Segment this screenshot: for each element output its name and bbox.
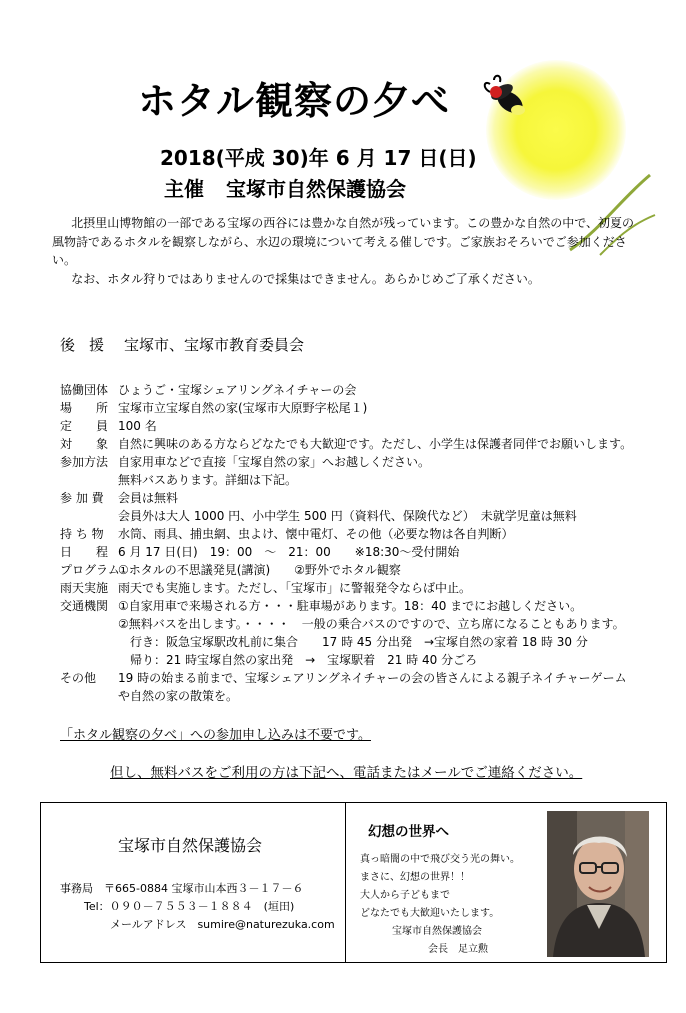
detail-value: 100 名	[118, 419, 157, 433]
host-label: 主催	[164, 177, 204, 201]
fantasy-line: まさに、幻想の世界！！	[360, 872, 470, 883]
no-registration-note: 「ホタル観察の夕べ」への参加申し込みは不要です。	[60, 728, 371, 743]
detail-value: ①自家用車で来場される方・・・駐車場があります。18：40 までにお越しください。	[118, 599, 583, 613]
detail-value: 帰り：21 時宝塚自然の家出発 → 宝塚駅着 21 時 40 分ごろ	[118, 653, 478, 667]
detail-row	[0, 471, 686, 489]
detail-row	[0, 669, 686, 687]
fantasy-heading: 幻想の世界へ	[368, 824, 449, 840]
detail-value: 雨天でも実施します。ただし、「宝塚市」に警報発令ならば中止。	[118, 581, 472, 595]
contact-org: 宝塚市自然保護協会	[118, 836, 263, 855]
detail-value: や自然の家の散策を。	[118, 689, 239, 703]
detail-value: 宝塚市立宝塚自然の家(宝塚市大原野字松尾１)	[118, 401, 368, 415]
detail-row	[0, 615, 686, 633]
detail-row	[0, 633, 686, 651]
contact-box-divider	[345, 802, 346, 963]
detail-row	[0, 597, 686, 615]
detail-label: 定 員	[60, 419, 109, 433]
page-title: ホタル観察の夕べ	[138, 79, 451, 123]
detail-label: 対 象	[60, 437, 109, 451]
detail-value: 自然に興味のある方ならどなたでも大歓迎です。ただし、小学生は保護者同伴でお願いします。	[118, 437, 633, 451]
detail-value: ①ホタルの不思議発見(講演) ②野外でホタル観察	[118, 563, 401, 577]
detail-row	[0, 507, 686, 525]
fantasy-line: 大人から子どもまで	[360, 890, 450, 901]
fantasy-line: どなたでも大歓迎いたします。	[360, 908, 500, 919]
detail-label: 交通機関	[60, 599, 109, 613]
event-date: 2018(平成 30)年 6 月 17 日(日)	[160, 146, 477, 170]
intro-line: なお、ホタル狩りではありませんので採集はできません。あらかじめご了承ください。	[71, 271, 540, 286]
contact-office: 事務局 〒665-0884 宝塚市山本西３－１７－６	[60, 882, 304, 895]
detail-value: 19 時の始まる前まで、宝塚シェアリングネイチャーの会の皆さんによる親子ネイチャーゲーム	[118, 671, 627, 685]
host	[164, 173, 406, 202]
detail-row	[0, 687, 686, 705]
detail-value: ②無料バスを出します。・・・・ 一般の乗合バスのですので、立ち席になることもあります。	[118, 617, 625, 631]
contact-tel: Tel：０９０－７５５３－１８８４ (垣田)	[84, 900, 295, 913]
fantasy-president: 会長 足立勲	[428, 944, 488, 955]
support	[60, 334, 304, 355]
detail-row	[0, 651, 686, 669]
bus-contact-note: 但し、無料バスをご利用の方は下記へ、電話またはメールでご連絡ください。	[110, 765, 583, 781]
detail-row	[0, 543, 686, 561]
detail-row	[0, 453, 686, 471]
detail-label: 雨天実施	[60, 581, 109, 595]
support-value: 宝塚市、宝塚市教育委員会	[124, 336, 305, 354]
detail-row	[0, 561, 686, 579]
detail-value: 6 月 17 日(日) 19：00 ～ 21：00 ※18:30～受付開始	[118, 545, 460, 559]
intro-text	[52, 214, 642, 288]
detail-row	[0, 381, 686, 399]
detail-label: 持 ち 物	[60, 527, 104, 541]
support-label: 後援	[60, 336, 119, 354]
intro-line: 風物詩であるホタルを観察しながら、水辺の環境について考える催しです。ご家族おそろいでご参加くださ	[52, 234, 627, 249]
detail-value: 自家用車などで直接「宝塚自然の家」へお越しください。	[118, 455, 431, 469]
detail-value: 会員は無料	[118, 491, 179, 505]
host-value: 宝塚市自然保護協会	[226, 177, 406, 201]
detail-value: 会員外は大人 1000 円、小中学生 500 円（資料代、保険代など） 未就学児童は無料	[118, 509, 577, 523]
detail-value: ひょうご・宝塚シェアリングネイチャーの会	[118, 383, 357, 397]
detail-value: 無料バスあります。詳細は下記。	[118, 473, 298, 487]
detail-value: 行き：阪急宝塚駅改札前に集合 17 時 45 分出発 →宝塚自然の家着 18 時 30 分	[118, 635, 588, 649]
fantasy-org: 宝塚市自然保護協会	[392, 926, 482, 937]
detail-label: その他	[60, 671, 97, 685]
intro-line: 北摂里山博物館の一部である宝塚の西谷には豊かな自然が残っています。この豊かな自然の中で、初夏の	[71, 216, 634, 230]
detail-row	[0, 525, 686, 543]
firefly-icon	[476, 70, 536, 130]
detail-row	[0, 417, 686, 435]
detail-row	[0, 489, 686, 507]
detail-label: 協働団体	[60, 383, 109, 397]
contact-mail: メールアドレス sumire@naturezuka.com	[110, 918, 335, 931]
detail-label: 参 加 費	[60, 491, 104, 505]
intro-line: い。	[52, 253, 77, 267]
detail-label: 参加方法	[60, 455, 109, 469]
detail-value: 水筒、雨具、捕虫網、虫よけ、懐中電灯、その他（必要な物は各自判断）	[118, 527, 514, 541]
detail-row	[0, 399, 686, 417]
detail-row	[0, 579, 686, 597]
president-photo	[547, 811, 649, 957]
fantasy-line: 真っ暗闇の中で飛び交う光の舞い。	[360, 854, 520, 865]
detail-label: 場 所	[60, 401, 109, 415]
detail-row	[0, 435, 686, 453]
detail-label: プログラム	[60, 563, 120, 577]
detail-label: 日 程	[60, 545, 109, 559]
